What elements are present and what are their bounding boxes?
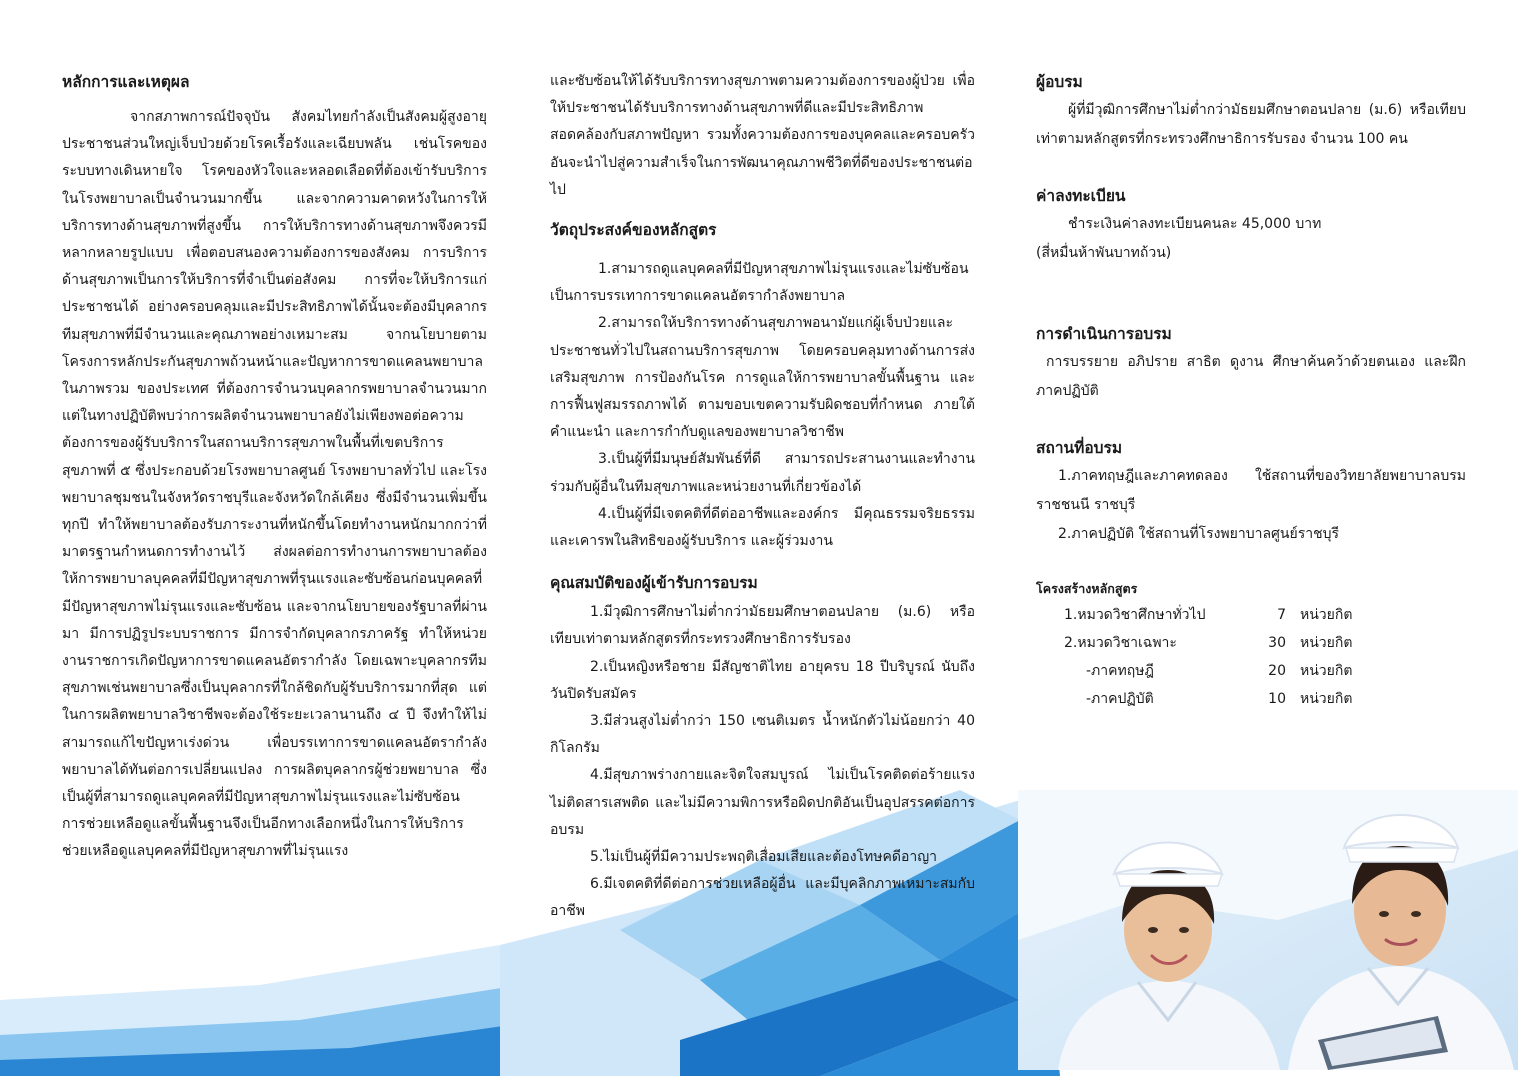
structure-unit: หน่วยกิต [1300, 607, 1353, 623]
nurses-photo [1018, 790, 1518, 1070]
structure-label: -ภาคปฏิบัติ [1086, 691, 1154, 707]
structure-title: โครงสร้างหลักสูตร [1036, 581, 1138, 596]
objective-item: 1.สามารถดูแลบุคคลที่มีปัญหาสุขภาพไม่รุนแรงและไม่ซับซ้อน เป็นการบรรเทาการขาดแคลนอัตรากำลังพยาบาล [550, 261, 969, 305]
fee-amount: ชำระเงินค่าลงทะเบียนคนละ 45,000 บาท [1068, 216, 1322, 232]
qualifications-list [550, 599, 975, 925]
objective-item: 3.เป็นผู้ที่มีมนุษย์สัมพันธ์ที่ดี สามารถประสานงานและทำงานร่วมกับผู้อื่นในทีมสุขภาพและหน่วยงานที่เกี่ยวข้องได้ [550, 451, 975, 495]
objective-item: 4.เป็นผู้ที่มีเจตคติที่ดีต่ออาชีพและองค์กร มีคุณธรรมจริยธรรม และเคารพในสิทธิของผู้รับบริการ และผู้ร่วมงาน [550, 505, 975, 550]
venue-section [1036, 434, 1466, 549]
fee-section [1036, 182, 1466, 268]
qualification-item: 4.มีสุขภาพร่างกายและจิตใจสมบูรณ์ ไม่เป็นโรคติดต่อร้ายแรง ไม่ติดสารเสพติด และไม่มีความพิการหรือผิดปกติอันเป็นอุปสรรคต่อการอบรม [550, 767, 975, 838]
structure-unit: หน่วยกิต [1300, 635, 1353, 651]
qualification-item: 1.มีวุฒิการศึกษาไม่ต่ำกว่ามัธยมศึกษาตอนปลาย (ม.6) หรือเทียบเท่าตามหลักสูตรที่กระทรวงศึกษาธิการรับรอง [550, 604, 975, 648]
objective-item: 2.สามารถให้บริการทางด้านสุขภาพอนามัยแก่ผู้เจ็บป่วยและประชาชนทั่วไปในสถานบริการสุขภาพ โดยครอบคลุมทางด้านการส่งเสริมสุขภาพ การป้องกันโรค การดูแลให้การพยาบาลขั้นพื้นฐาน และการฟื้นฟูสมรรถภาพได้ ตามขอบเขตความรับผิดชอบที่กำหนด ภายใต้คำแนะนำ และการกำกับดูแลของพยาบาลวิชาชีพ [550, 315, 975, 441]
structure-row [1036, 657, 1466, 685]
structure-label: 1.หมวดวิชาศึกษาทั่วไป [1064, 607, 1206, 623]
objectives-list [550, 256, 975, 555]
venue-item: 1.ภาคทฤษฎีและภาคทดลอง ใช้สถานที่ของวิทยาลัยพยาบาลบรมราชชนนี ราชบุรี [1036, 468, 1466, 513]
column-objectives [550, 68, 975, 926]
qualifications-title: คุณสมบัติของผู้เข้ารับการอบรม [550, 574, 758, 593]
trainees-body: ผู้ที่มีวุฒิการศึกษาไม่ต่ำกว่ามัธยมศึกษาตอนปลาย (ม.6) หรือเทียบเท่าตามหลักสูตรที่กระทรวงศึกษาธิการรับรอง จำนวน 100 คน [1036, 102, 1466, 147]
method-body: การบรรยาย อภิปราย สาธิต ดูงาน ศึกษาค้นคว้าด้วยตนเอง และฝึกภาคปฏิบัติ [1036, 354, 1466, 399]
method-section [1036, 320, 1466, 406]
fee-title: ค่าลงทะเบียน [1036, 187, 1126, 205]
trainees-section [1036, 68, 1466, 154]
rationale-continuation: และซับซ้อนให้ได้รับบริการทางสุขภาพตามความต้องการของผู้ป่วย เพื่อให้ประชาชนได้รับบริการทางด้านสุขภาพที่ดีและมีประสิทธิภาพ สอดคล้องกับสภาพปัญหา รวมทั้งความต้องการของบุคคลและครอบครัว อันจะนำไปสู่ความสำเร็จในการพัฒนาคุณภาพชีวิตที่ดีของประชาชนต่อไป [550, 73, 975, 198]
structure-credits: 10 [1268, 691, 1286, 707]
structure-credits: 30 [1268, 635, 1286, 651]
structure-row [1036, 685, 1466, 713]
qualification-item: 5.ไม่เป็นผู้ที่มีความประพฤติเสื่อมเสียและต้องโทษคดีอาญา [590, 849, 938, 866]
rationale-title: หลักการและเหตุผล [62, 73, 190, 91]
structure-label: -ภาคทฤษฎี [1086, 663, 1154, 679]
venue-item: 2.ภาคปฏิบัติ ใช้สถานที่โรงพยาบาลศูนย์ราชบุรี [1058, 526, 1339, 542]
structure-section [1036, 577, 1466, 713]
venue-title: สถานที่อบรม [1036, 439, 1123, 457]
qualification-item: 6.มีเจตคติที่ดีต่อการช่วยเหลือผู้อื่น และมีบุคลิกภาพเหมาะสมกับอาชีพ [550, 876, 975, 920]
structure-credits: 7 [1277, 607, 1286, 623]
trainees-title: ผู้อบรม [1036, 73, 1083, 91]
objectives-title: วัตถุประสงค์ของหลักสูตร [550, 221, 717, 240]
structure-unit: หน่วยกิต [1300, 691, 1353, 707]
fee-amount-words: (สี่หมื่นห้าพันบาทถ้วน) [1036, 245, 1172, 261]
qualification-item: 2.เป็นหญิงหรือชาย มีสัญชาติไทย อายุครบ 18 ปีบริบูรณ์ นับถึงวันปิดรับสมัคร [550, 658, 975, 702]
column-details [1036, 68, 1466, 713]
structure-row [1036, 601, 1466, 629]
column-rationale [62, 68, 487, 866]
rationale-body: จากสภาพการณ์ปัจจุบัน สังคมไทยกำลังเป็นสังคมผู้สูงอายุประชาชนส่วนใหญ่เจ็บป่วยด้วยโรคเรื้อรังและเฉียบพลัน เช่นโรคของระบบทางเดินหายใจ โรคของหัวใจและหลอดเลือดที่ต้องเข้ารับบริการ ในโรงพยาบาลเป็นจำนวนมากขึ้น และจากความคาดหวังในการให้บริการทางด้านสุขภาพที่สูงขึ้น การให้บริการทางด้านสุขภาพจึงควรมีหลากหลายรูปแบบ เพื่อตอบสนองความต้องการของสังคม การบริการด้านสุขภาพเป็นการให้บริการที่จำเป็นต่อสังคม การที่จะให้บริการแก่ประชาชนได้ อย่างครอบคลุมและมีประสิทธิภาพได้นั้นจะต้องมีบุคลากรทีมสุขภาพที่มีจำนวนและคุณภาพอย่างเหมาะสม จากนโยบายตามโครงการหลักประกันสุขภาพถ้วนหน้าและปัญหาการขาดแคลนพยาบาลในภาพรวม ของประเทศ ที่ต้องการจำนวนบุคลากรพยาบาลจำนวนมาก แต่ในทางปฏิบัติพบว่าการผลิตจำนวนพยาบาลยังไม่เพียงพอต่อความต้องการของผู้รับบริการในสถานบริการสุขภาพในพื้นที่เขตบริการสุขภาพที่ ๕ ซึ่งประกอบด้วยโรงพยาบาลศูนย์ โรงพยาบาลทั่วไป และโรงพยาบาลชุมชนในจังหวัดราชบุรีและจังหวัดใกล้เคียง ซึ่งมีจำนวนเพิ่มขึ้นทุกปี ทำให้พยาบาลต้องรับภาระงานที่หนักขึ้นโดยทำงานหนักมากกว่าที่มาตรฐานกำหนดการทำงานไว้ ส่งผลต่อการทำงานการพยาบาลต้องให้การพยาบาลบุคคลที่มีปัญหาสุขภาพที่รุนแรงและซับซ้อนก่อนบุคคลที่มีปัญหาสุขภาพไม่รุนแรงและซับซ้อน และจากนโยบายของรัฐบาลที่ผ่านมา มีการปฏิรูประบบราชการ มีการจำกัดบุคลากรภาครัฐ ทำให้หน่วยงานราชการเกิดปัญหาการขาดแคลนอัตรากำลัง โดยเฉพาะบุคลากรทีมสุขภาพเช่นพยาบาลซึ่งเป็นบุคลากรที่ใกล้ชิดกับผู้รับบริการมากที่สุด แต่ในการผลิตพยาบาลวิชาชีพจะต้องใช้ระยะเวลานานถึง ๔ ปี จึงทำให้ไม่สามารถแก้ไขปัญหาเร่งด่วน เพื่อบรรเทาการขาดแคลนอัตรากำลังพยาบาลได้ทันต่อการเปลี่ยนแปลง การผลิตบุคลากรผู้ช่วยพยาบาล ซึ่งเป็นผู้ที่สามารถดูแลบุคคลที่มีปัญหาสุขภาพไม่รุนแรงและไม่ซับซ้อน การช่วยเหลือดูแลขั้นพื้นฐานจึงเป็นอีกทางเลือกหนึ่งในการให้บริการช่วยเหลือดูแลบุคคลที่มีปัญหาสุขภาพที่ไม่รุนแรง [62, 109, 487, 860]
structure-row [1036, 629, 1466, 657]
qualification-item: 3.มีส่วนสูงไม่ต่ำกว่า 150 เซนติเมตร น้ำหนักตัวไม่น้อยกว่า 40 กิโลกรัม [550, 713, 975, 757]
structure-unit: หน่วยกิต [1300, 663, 1353, 679]
structure-credits: 20 [1268, 663, 1286, 679]
structure-label: 2.หมวดวิชาเฉพาะ [1064, 635, 1177, 651]
method-title: การดำเนินการอบรม [1036, 325, 1172, 343]
